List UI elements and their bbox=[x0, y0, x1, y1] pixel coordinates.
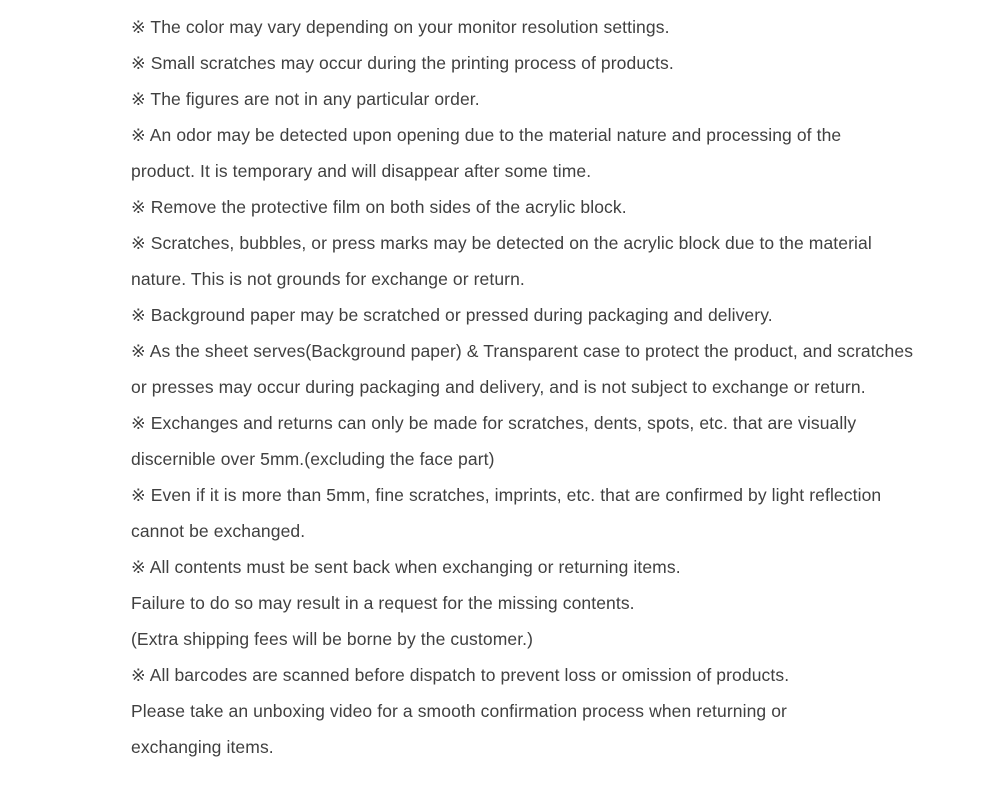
notice-line-continuation: (Extra shipping fees will be borne by the customer.) bbox=[131, 629, 534, 649]
notice-line: ※ The color may vary depending on your monitor resolution settings. bbox=[131, 17, 670, 37]
notice-line: ※ All barcodes are scanned before dispatch to prevent loss or omission of products. bbox=[131, 665, 790, 685]
notice-line-continuation: exchanging items. bbox=[131, 737, 274, 757]
notice-line-continuation: nature. This is not grounds for exchange or return. bbox=[131, 269, 525, 289]
notice-line-continuation: or presses may occur during packaging and delivery, and is not subject to exchange or return. bbox=[131, 377, 866, 397]
notice-line-continuation: Failure to do so may result in a request for the missing contents. bbox=[131, 593, 635, 613]
notice-line: ※ Background paper may be scratched or pressed during packaging and delivery. bbox=[131, 305, 773, 325]
notice-line: ※ Small scratches may occur during the printing process of products. bbox=[131, 53, 674, 73]
notice-line: ※ As the sheet serves(Background paper) & Transparent case to protect the product, and scratches bbox=[131, 341, 914, 361]
notice-line: ※ An odor may be detected upon opening due to the material nature and processing of the bbox=[131, 125, 842, 145]
notice-line-continuation: product. It is temporary and will disappear after some time. bbox=[131, 161, 592, 181]
notice-line: ※ The figures are not in any particular order. bbox=[131, 89, 480, 109]
notice-line-continuation: Please take an unboxing video for a smooth confirmation process when returning or bbox=[131, 701, 787, 721]
notice-line: ※ Remove the protective film on both sides of the acrylic block. bbox=[131, 197, 627, 217]
notice-line-continuation: cannot be exchanged. bbox=[131, 521, 306, 541]
notice-line: ※ Even if it is more than 5mm, fine scratches, imprints, etc. that are confirmed by light reflection bbox=[131, 485, 882, 505]
notice-line: ※ All contents must be sent back when exchanging or returning items. bbox=[131, 557, 681, 577]
notice-line: ※ Scratches, bubbles, or press marks may be detected on the acrylic block due to the material bbox=[131, 233, 872, 253]
notice-line: ※ Exchanges and returns can only be made for scratches, dents, spots, etc. that are visually bbox=[131, 413, 857, 433]
notice-line-continuation: discernible over 5mm.(excluding the face part) bbox=[131, 449, 495, 469]
